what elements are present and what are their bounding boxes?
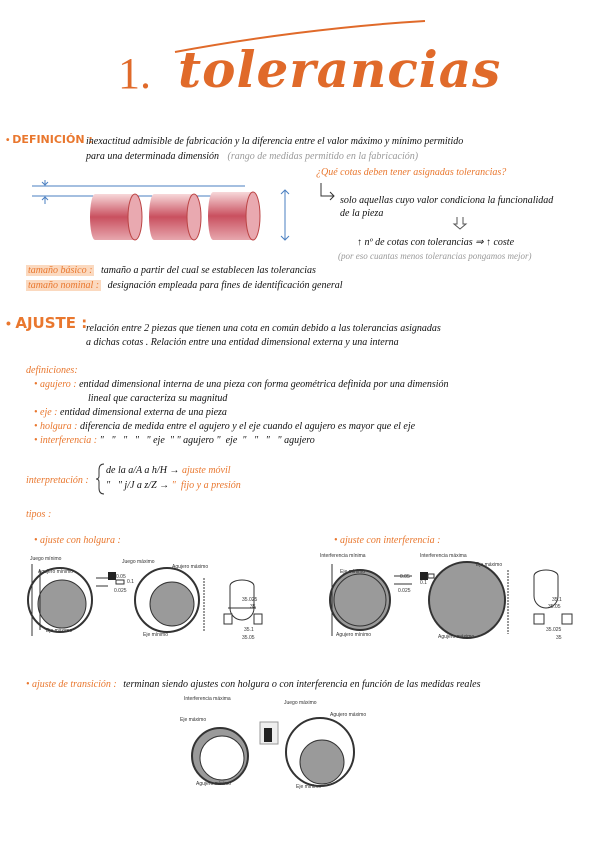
definicion-section: • DEFINICIÓN : (6, 133, 93, 146)
interferencia-label: • ajuste con interferencia : (334, 535, 441, 546)
definicion-answer2: de la pieza (340, 208, 384, 219)
transicion-row: • ajuste de transición : terminan siendo ajustes con holgura o con interferencia en función de las medidas reales (26, 679, 481, 690)
tam-basico-label: tamaño básico : (28, 265, 93, 276)
interf-maxima: Interferencia máxima (420, 553, 467, 559)
title-swoosh (170, 18, 430, 58)
def-interferencia-text: " " " " " eje " " agujero " eje " " " " agujero (99, 435, 315, 446)
def-agujero: • agujero : entidad dimensional interna de una pieza con forma geométrica definida por una dimensión (34, 379, 449, 390)
ajuste-line1: relación entre 2 piezas que tienen una cota en común debido a las tolerancias asignadas (86, 323, 441, 334)
tipos-label: tipos : (26, 509, 52, 520)
holgura-eje-minimo: Eje mínimo (143, 632, 169, 638)
interf-d35: 35 (556, 635, 562, 641)
definicion-arrow-line: ↑ nº de cotas con tolerancias ⇒ ↑ coste (357, 237, 515, 248)
def-agujero-term: agujero : (40, 379, 77, 390)
def-holgura-term: holgura : (40, 421, 78, 432)
trans-agujero-maximo: Agujero máximo (330, 712, 367, 718)
interpretacion-label: interpretación : (26, 475, 89, 486)
ajuste-line2: a dichas cotas . Relación entre una entidad dimensional externa y una interna (86, 337, 399, 348)
tam-nominal-row (26, 279, 343, 292)
ajuste-section: • AJUSTE : (6, 314, 88, 332)
interf-d3505: 35.05 (548, 604, 561, 610)
definicion-line2-note: (rango de medidas permitido en la fabricación) (227, 151, 419, 162)
tam-nominal-label: tamaño nominal : (28, 280, 100, 291)
interp-row1-a: de la a/A a h/H → (106, 465, 180, 476)
interf-v01: 0.1 (420, 580, 427, 586)
interf-v005: 0.05 (400, 574, 410, 580)
definicion-line1: inexactitud admisible de fabricación y la diferencia entre el valor máximo y mínimo permitido (86, 136, 464, 147)
trans-interf-maxima: Interferencia máxima (184, 696, 231, 702)
answer-arrow-icon (318, 183, 338, 203)
trans-agujero-minimo: Agujero mínimo (196, 781, 232, 787)
interf-agujero-maximo: Agujero máximo (438, 634, 475, 640)
holgura-v01: 0.1 (127, 579, 134, 585)
definicion-line2-main: para una determinada dimensión (86, 151, 220, 162)
tam-basico-row (26, 264, 316, 277)
tam-basico-text: tamaño a partir del cual se establecen las tolerancias (100, 265, 316, 276)
interp-row2-a: " " j/J a z/Z → (106, 480, 170, 491)
trans-eje-minimo: Eje mínimo (296, 784, 322, 790)
definicion-answer1: solo aquellas cuyo valor condiciona la funcionalidad (340, 195, 554, 206)
def-agujero-text: entidad dimensional interna de una pieza con forma geométrica definida por una dimensión (79, 379, 449, 390)
holgura-d35: 35 (250, 604, 256, 610)
interferencia-label-text: ajuste con interferencia : (340, 535, 441, 546)
ajuste-label: AJUSTE : (15, 314, 88, 332)
def-interferencia: • interferencia : " " " " " eje " " agujero " eje " " " " agujero (34, 435, 315, 446)
definicion-arrow-note: (por eso cuantas menos tolerancias pongamos mejor) (338, 251, 532, 261)
holgura-d351: 35.1 (244, 627, 254, 633)
interp-row2 (106, 479, 241, 492)
page-title: tolerancias (178, 40, 502, 99)
definicion-question: ¿Qué cotas deben tener asignadas tolerancias? (316, 167, 507, 178)
down-arrow-icon (452, 215, 468, 231)
def-eje: • eje : entidad dimensional externa de una pieza (34, 407, 227, 418)
holgura-label-text: ajuste con holgura : (40, 535, 121, 546)
interf-eje-minimo: Eje mínimo (340, 569, 366, 575)
def-eje-term: eje : (40, 407, 58, 418)
trans-juego-maximo: Juego máximo (284, 700, 317, 706)
interp-row1 (106, 464, 231, 477)
interp-brace (96, 462, 106, 496)
interf-eje-maximo: Eje máximo (476, 562, 503, 568)
title-number: 1. (118, 49, 151, 98)
holgura-d3505: 35.05 (242, 635, 255, 641)
holgura-eje-maximo: Eje máximo (46, 628, 73, 634)
def-eje-text: entidad dimensional externa de una pieza (60, 407, 227, 418)
holgura-juego-maximo: Juego máximo (122, 559, 155, 565)
interf-v0025: 0.025 (398, 588, 411, 594)
holgura-label: • ajuste con holgura : (34, 535, 121, 546)
interp-row1-b: ajuste móvil (181, 465, 231, 476)
tam-nominal-text: designación empleada para fines de identificación general (107, 280, 343, 291)
holgura-d35025: 35.025 (242, 597, 258, 603)
holgura-juego-minimo: Juego mínimo (30, 556, 62, 562)
holgura-agujero-maximo: Agujero máximo (172, 564, 209, 570)
definicion-line2 (86, 150, 418, 163)
def-interferencia-term: interferencia : (40, 435, 98, 446)
shaft-tolerance-drawing (30, 180, 300, 248)
transicion-text: terminan siendo ajustes con holgura o con interferencia en función de las medidas reales (123, 679, 481, 690)
definicion-label: DEFINICIÓN : (12, 133, 93, 146)
def-holgura: • holgura : diferencia de medida entre el agujero y el eje cuando el agujero es mayor que el eje (34, 421, 416, 432)
transicion-label: ajuste de transición : (32, 679, 117, 690)
holgura-v0025: 0.025 (114, 588, 127, 594)
interf-d35025: 35.025 (546, 627, 562, 633)
def-holgura-text: diferencia de medida entre el agujero y el eje cuando el agujero es mayor que el eje (80, 421, 416, 432)
definiciones-title: definiciones: (26, 365, 78, 376)
interp-row2-b: " fijo y a presión (171, 480, 241, 491)
interf-minima: Interferencia mínima (320, 553, 366, 559)
interf-d351: 35.1 (552, 597, 562, 603)
def-agujero-text2: lineal que caracteriza su magnitud (88, 393, 228, 404)
trans-eje-maximo: Eje máximo (180, 717, 207, 723)
holgura-v005: 0.05 (116, 574, 126, 580)
interf-agujero-minimo: Agujero mínimo (336, 632, 372, 638)
holgura-agujero-minimo: Agujero mínimo (38, 569, 74, 575)
